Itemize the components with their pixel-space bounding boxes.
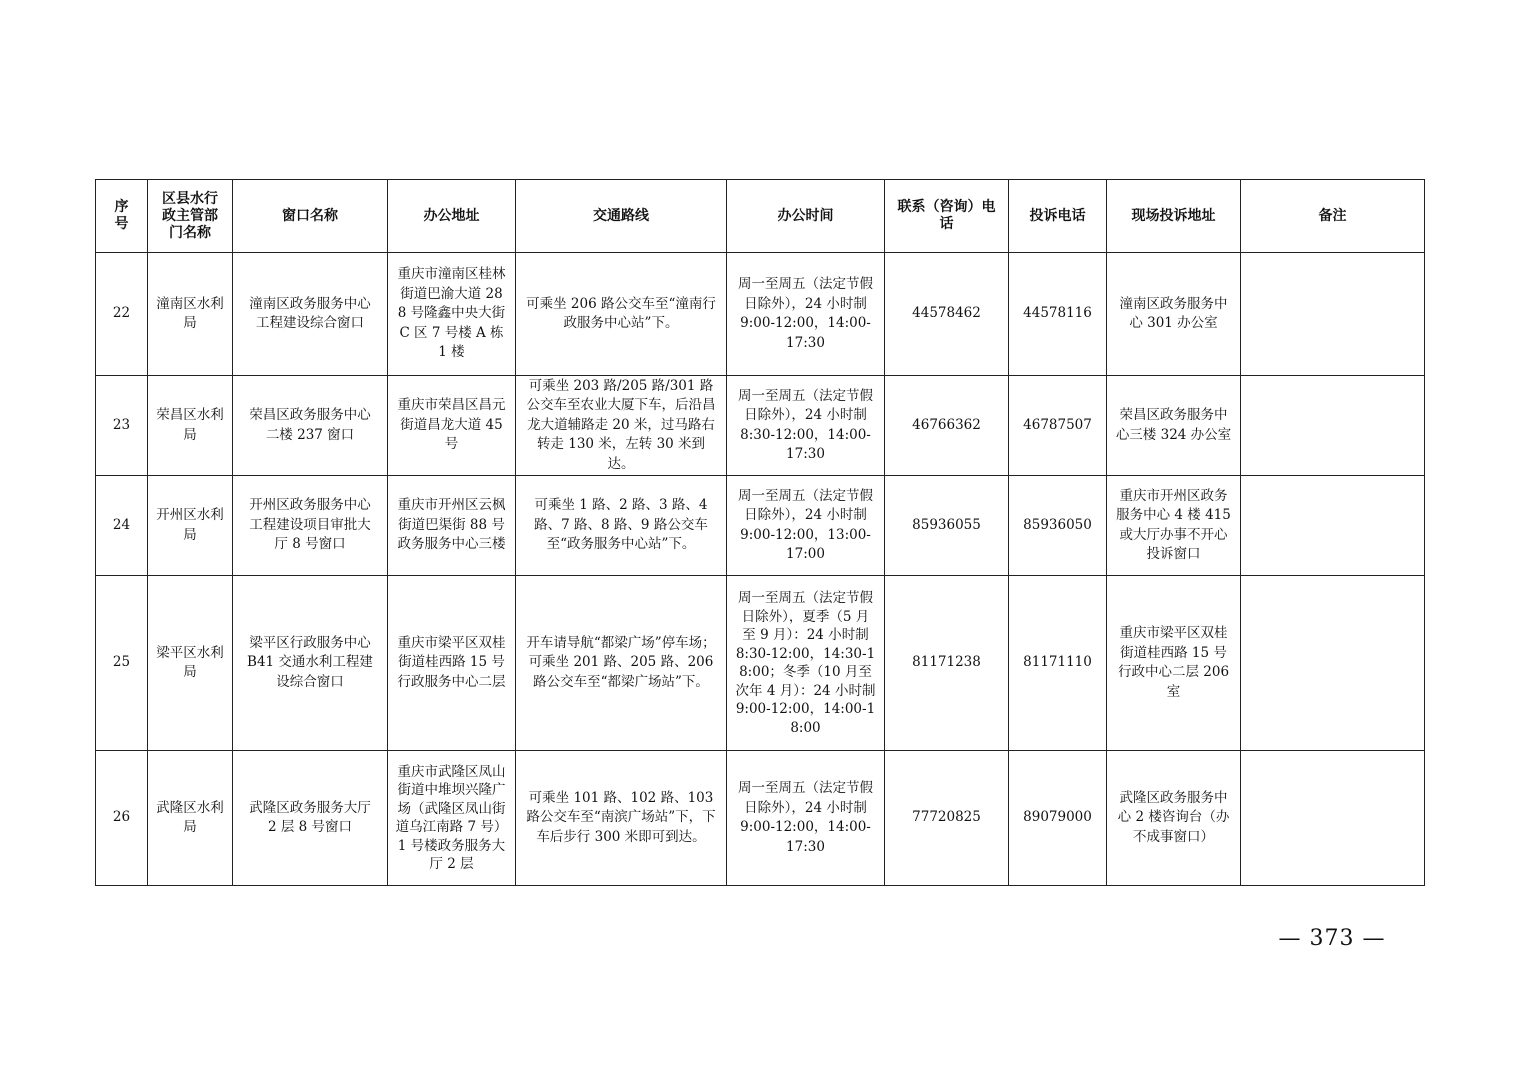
cell-hours: 周一至周五（法定节假日除外），24 小时制 9:00-12:00，13:00-17:00 xyxy=(727,476,885,576)
cell-phone: 77720825 xyxy=(885,751,1009,886)
cell-remark xyxy=(1241,751,1425,886)
cell-remark xyxy=(1241,253,1425,376)
cell-phone: 46766362 xyxy=(885,376,1009,476)
cell-complaint-phone: 89079000 xyxy=(1009,751,1107,886)
header-address: 办公地址 xyxy=(388,180,516,253)
cell-address: 重庆市开州区云枫街道巴渠街 88 号政务服务中心三楼 xyxy=(388,476,516,576)
cell-window: 开州区政务服务中心工程建设项目审批大厅 8 号窗口 xyxy=(233,476,388,576)
cell-window: 潼南区政务服务中心工程建设综合窗口 xyxy=(233,253,388,376)
header-complaint-address: 现场投诉地址 xyxy=(1107,180,1241,253)
cell-route: 可乘坐 206 路公交车至“潼南行政服务中心站”下。 xyxy=(516,253,727,376)
header-window: 窗口名称 xyxy=(233,180,388,253)
cell-complaint-address: 荣昌区政务服务中心三楼 324 办公室 xyxy=(1107,376,1241,476)
table-row xyxy=(96,476,1425,576)
cell-remark xyxy=(1241,476,1425,576)
table-row xyxy=(96,376,1425,476)
cell-no: 26 xyxy=(96,751,148,886)
cell-phone: 85936055 xyxy=(885,476,1009,576)
cell-address: 重庆市荣昌区昌元街道昌龙大道 45 号 xyxy=(388,376,516,476)
header-complaint-phone: 投诉电话 xyxy=(1009,180,1107,253)
cell-window: 荣昌区政务服务中心二楼 237 窗口 xyxy=(233,376,388,476)
cell-hours: 周一至周五（法定节假日除外），夏季（5 月至 9 月）：24 小时制 8:30-12:00，14:30-18:00；冬季（10 月至次年 4 月）：24 小时制 9:00-12:00，14:00-18:00 xyxy=(727,576,885,751)
cell-no: 24 xyxy=(96,476,148,576)
header-hours: 办公时间 xyxy=(727,180,885,253)
header-remark: 备注 xyxy=(1241,180,1425,253)
table-row xyxy=(96,576,1425,751)
cell-route: 开车请导航“都梁广场”停车场；可乘坐 201 路、205 路、206 路公交车至“都梁广场站”下。 xyxy=(516,576,727,751)
table-header-row xyxy=(96,180,1425,253)
cell-complaint-phone: 44578116 xyxy=(1009,253,1107,376)
cell-complaint-phone: 46787507 xyxy=(1009,376,1107,476)
cell-dept: 开州区水利局 xyxy=(148,476,233,576)
service-window-table-container xyxy=(95,179,1424,886)
cell-complaint-address: 武隆区政务服务中心 2 楼咨询台（办不成事窗口） xyxy=(1107,751,1241,886)
service-window-table xyxy=(95,179,1425,886)
cell-phone: 44578462 xyxy=(885,253,1009,376)
cell-dept: 梁平区水利局 xyxy=(148,576,233,751)
cell-address: 重庆市梁平区双桂街道桂西路 15 号行政服务中心二层 xyxy=(388,576,516,751)
page-number: — 373 — xyxy=(1278,926,1386,951)
cell-window: 梁平区行政服务中心 B41 交通水利工程建设综合窗口 xyxy=(233,576,388,751)
header-no: 序号 xyxy=(96,180,148,253)
cell-route: 可乘坐 203 路/205 路/301 路公交车至农业大厦下车，后沿昌龙大道辅路走 20 米，过马路右转走 130 米，左转 30 米到达。 xyxy=(516,376,727,476)
table-row xyxy=(96,751,1425,886)
cell-no: 25 xyxy=(96,576,148,751)
cell-route: 可乘坐 1 路、2 路、3 路、4 路、7 路、8 路、9 路公交车至“政务服务中心站”下。 xyxy=(516,476,727,576)
cell-hours: 周一至周五（法定节假日除外），24 小时制 9:00-12:00，14:00-17:30 xyxy=(727,751,885,886)
cell-complaint-address: 重庆市开州区政务服务中心 4 楼 415 或大厅办事不开心投诉窗口 xyxy=(1107,476,1241,576)
cell-remark xyxy=(1241,576,1425,751)
header-dept: 区县水行政主管部门名称 xyxy=(148,180,233,253)
cell-dept: 武隆区水利局 xyxy=(148,751,233,886)
header-phone: 联系（咨询）电话 xyxy=(885,180,1009,253)
cell-complaint-phone: 81171110 xyxy=(1009,576,1107,751)
cell-hours: 周一至周五（法定节假日除外），24 小时制 9:00-12:00，14:00-17:30 xyxy=(727,253,885,376)
cell-complaint-address: 重庆市梁平区双桂街道桂西路 15 号行政中心二层 206 室 xyxy=(1107,576,1241,751)
cell-complaint-address: 潼南区政务服务中心 301 办公室 xyxy=(1107,253,1241,376)
cell-no: 22 xyxy=(96,253,148,376)
cell-route: 可乘坐 101 路、102 路、103 路公交车至“南滨广场站”下，下车后步行 300 米即可到达。 xyxy=(516,751,727,886)
cell-hours: 周一至周五（法定节假日除外），24 小时制 8:30-12:00，14:00-17:30 xyxy=(727,376,885,476)
header-route: 交通路线 xyxy=(516,180,727,253)
cell-dept: 荣昌区水利局 xyxy=(148,376,233,476)
cell-dept: 潼南区水利局 xyxy=(148,253,233,376)
cell-window: 武隆区政务服务大厅 2 层 8 号窗口 xyxy=(233,751,388,886)
cell-phone: 81171238 xyxy=(885,576,1009,751)
cell-address: 重庆市潼南区桂林街道巴渝大道 288 号隆鑫中央大街 C 区 7 号楼 A 栋 1 楼 xyxy=(388,253,516,376)
cell-remark xyxy=(1241,376,1425,476)
table-row xyxy=(96,253,1425,376)
cell-no: 23 xyxy=(96,376,148,476)
cell-complaint-phone: 85936050 xyxy=(1009,476,1107,576)
cell-address: 重庆市武隆区凤山街道中堆坝兴隆广场（武隆区凤山街道乌江南路 7 号）1 号楼政务服务大厅 2 层 xyxy=(388,751,516,886)
